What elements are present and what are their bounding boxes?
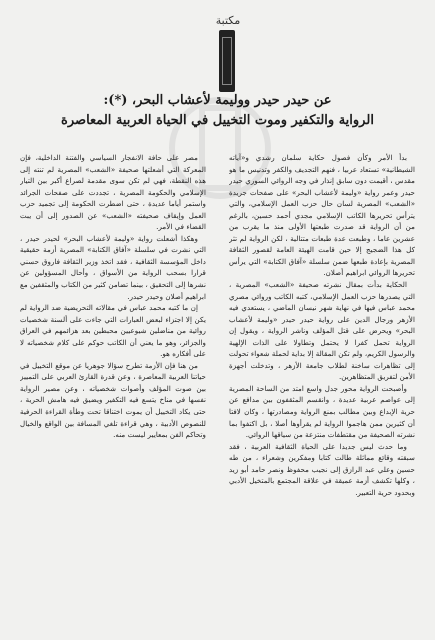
text-column-left	[20, 152, 206, 620]
paragraph: وهكذا أشعلت رواية «وليمة لأعشاب البحر» لحيدر حيدر ، التي نشرت في سلسلة «آفاق الكتابة» المصرية أزمة حقيقية داخل المؤسسة الثقافية ، فقد اتخذ وزير الثقافة فاروق حسني قرارا بسحب الرواية من الأسواق ، وأحال المسؤولين عن نشرها إلى التحقيق ، بينما تضامن كثير من الكتاب والمثقفين مع ابراهيم أصلان وحيدر حيدر.	[20, 233, 206, 301]
text-column-right	[229, 152, 415, 620]
article-titles	[18, 92, 417, 130]
paragraph: وما حدث ليس جديدا على الحياة الثقافية العربية ، فقد سبقته وقائع مماثلة طالت كتابا ومفكرين وشعراء ، من طه حسين وعلي عبد الرازق إلى نجيب محفوظ ونصر حامد أبو زيد ، وكلها تكشف أزمة عميقة في علاقة المجتمع بالمتخيل الأدبي وبحدود حرية التعبير.	[229, 441, 415, 497]
page-header	[0, 6, 435, 106]
article-body	[20, 152, 415, 620]
article-subtitle: الرواية والتكفير وموت التخييل في الحياة العربية المعاصرة	[61, 113, 374, 128]
paragraph: إن ما كتبه محمد عباس في مقالاته التحريضية ضد الرواية لم يكن إلا اجتزاء لبعض العبارات التي جاءت على ألسنة شخصيات روائية من مناضلين شيوعيين محبطين بعد هزائمهم في العراق والجزائر، وهو ما يعني أن الكاتب حوكم على كلام شخصياته لا على أفكاره هو.	[20, 303, 206, 359]
paragraph: وأصبحت الرواية محور جدل واسع امتد من الساحة المصرية إلى عواصم عربية عديدة ، وانقسم المثقفون بين مدافع عن حرية الإبداع وبين مطالب بمنع الرواية ومصادرتها ، وكان لافتا أن كثيرين ممن هاجموا الرواية لم يقرأوها أصلا ، بل اكتفوا بما نشرته الصحيفة من مقتطفات منتزعة من سياقها الروائي.	[229, 383, 415, 440]
section-emblem-icon	[219, 30, 235, 92]
section-label: مكتبة	[215, 14, 241, 27]
article-title: عن حيدر حيدر ووليمة لأعشاب البحر، (*):	[103, 93, 332, 108]
paragraph: الحكاية بدأت بمقال نشرته صحيفة «الشعب» المصرية ، التي يصدرها حزب العمل الإسلامي، كتبه الكاتب وروائي مصري محمد عباس فيها في نهاية شهر نيسان الماضي ، يستعدي فيه الأزهر ورجال الدين على رواية حيدر حيدر «وليمة لأعشاب البحر» ويحرض على قتل المؤلف وناشر الرواية ، ويقول إن الرواية تحمل كفرا لا يحتمل وتطاولا على الذات الإلهية والرسول الكريم، ولم تكن المقالة إلا بداية لحملة شعواء تحولت إلى تظاهرات ساخنة لطلاب جامعة الأزهر ، وتدخلت أجهزة الأمن لتفريق المتظاهرين.	[229, 280, 415, 382]
paragraph: مصر على حافة الانفجار السياسي والفتنة الداخلية، فإن المعركة التي أشعلتها صحيفة «الشعب» المصرية لم تنته إلى هذه النقطة، فهي لم تكن سوى مقدمة لصراع أكبر بين التيار الإسلامي والحكومة المصرية ، تجددت على صفحات الجرائد واستمر أياما عديدة ، حتى اضطرت الحكومة إلى تجميد حزب العمل وإيقاف صحيفته «الشعب» عن الصدور إلى أن يبت القضاء في الأمر.	[20, 153, 206, 232]
paragraph: بدأ الأمر وكأن فصول حكاية سلمان رشدي و«آياته الشيطانية» تستعاد عربيا ، فنهم التجديف والكفر وتدنيس ما هو مقدس ، أقيمت دون سابق إنذار في وجه الروائي السوري حيدر حيدر وعمر رواية «وليمة لأعشاب البحر» على صفحات جريدة «الشعب» المصرية لسان حال حزب العمل الإسلامي، والتي يترأس تحريرها الكاتب الإسلامي مجدي أحمد حسين، بالرغم من أن الرواية قد صدرت طبعتها الأولى منذ ما يقرب من عشرين عاما ، وطبعت عدة طبعات متتالية ، لكن الرواية لم تثر كل هذا الضجيج إلا حين قامت الهيئة العامة لقصور الثقافة المصرية بإعادة طبعها ضمن سلسلة «آفاق الكتابة» التي يرأس تحريرها الروائي ابراهيم أصلان.	[229, 153, 415, 278]
paragraph: من هنا فإن الأزمة تطرح سؤالا جوهريا عن موقع التخييل في حياتنا العربية المعاصرة ، وعن قدرة القارئ العربي على التمييز بين صوت المؤلف وأصوات شخصياته ، وعن مصير الرواية نفسها في مناخ يتسع فيه التكفير ويضيق فيه هامش الحرية ، حتى يكاد التخييل أن يموت اختناقا تحت وطأة القراءة الحرفية للنصوص الأدبية ، وهي قراءة تلغي المسافة بين الواقع والخيال وتحاكم الفن بمعايير ليست منه.	[20, 360, 206, 440]
